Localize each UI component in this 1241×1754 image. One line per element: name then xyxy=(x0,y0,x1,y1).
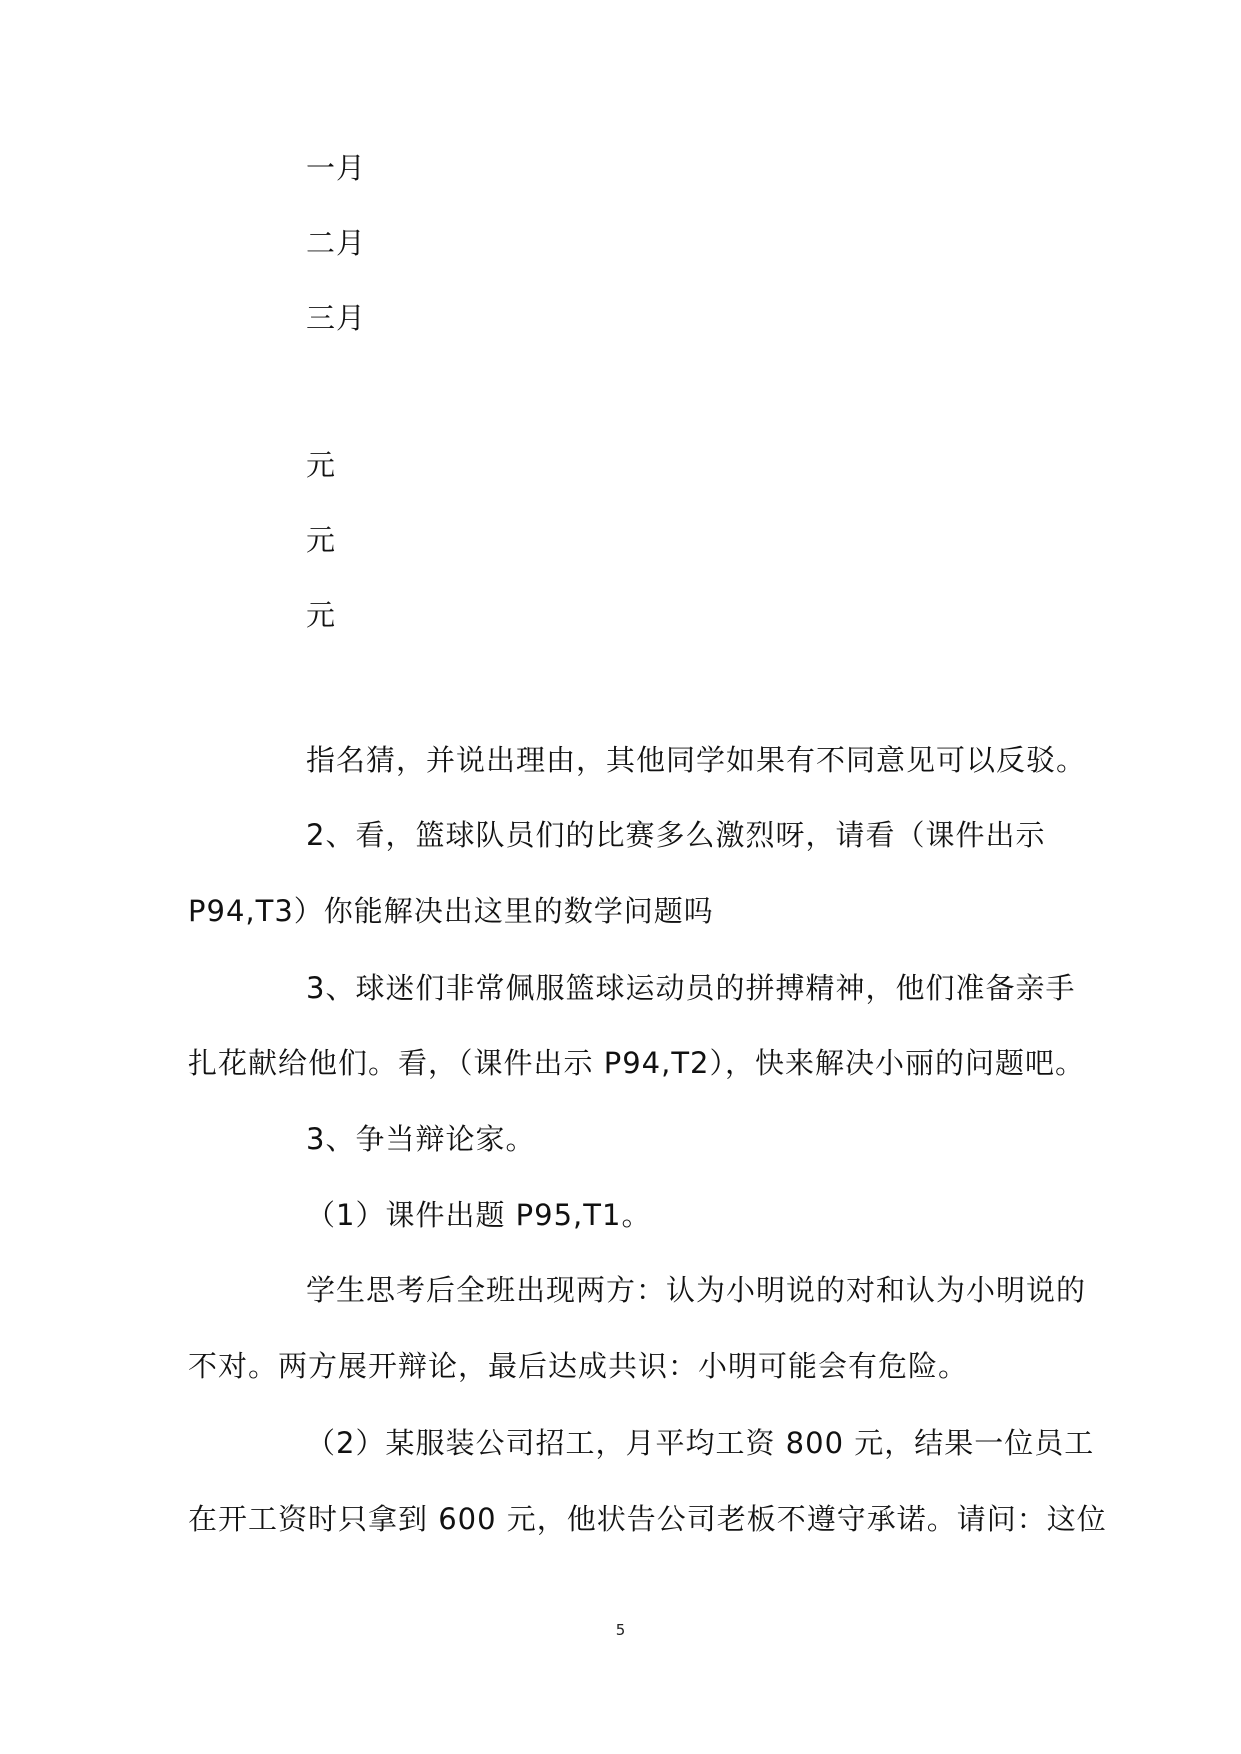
paragraph-line: 3、争当辩论家。 xyxy=(306,1122,536,1156)
paragraph-line: （1）课件出题 P95,T1。 xyxy=(306,1198,652,1232)
unit-label: 元 xyxy=(306,448,337,482)
page-number: 5 xyxy=(615,1621,626,1639)
paragraph-line: 指名猜，并说出理由，其他同学如果有不同意见可以反驳。 xyxy=(306,743,1087,777)
paragraph-line: （2）某服装公司招工，月平均工资 800 元，结果一位员工 xyxy=(306,1426,1095,1460)
month-label: 一月 xyxy=(306,151,367,185)
paragraph-line: 不对。两方展开辩论，最后达成共识：小明可能会有危险。 xyxy=(188,1349,969,1383)
paragraph-line: 扎花献给他们。看，（课件出示 P94,T2），快来解决小丽的问题吧。 xyxy=(188,1046,1085,1080)
month-label: 三月 xyxy=(306,301,367,335)
unit-label: 元 xyxy=(306,523,337,557)
month-label: 二月 xyxy=(306,226,367,260)
paragraph-line: 3、球迷们非常佩服篮球运动员的拼搏精神，他们准备亲手 xyxy=(306,971,1076,1005)
paragraph-line: 学生思考后全班出现两方：认为小明说的对和认为小明说的 xyxy=(306,1273,1087,1307)
paragraph-line: P94,T3）你能解决出这里的数学问题吗 xyxy=(188,894,714,928)
paragraph-line: 在开工资时只拿到 600 元，他状告公司老板不遵守承诺。请问：这位 xyxy=(188,1502,1107,1536)
paragraph-line: 2、看，篮球队员们的比赛多么激烈呀，请看（课件出示 xyxy=(306,818,1046,852)
unit-label: 元 xyxy=(306,598,337,632)
